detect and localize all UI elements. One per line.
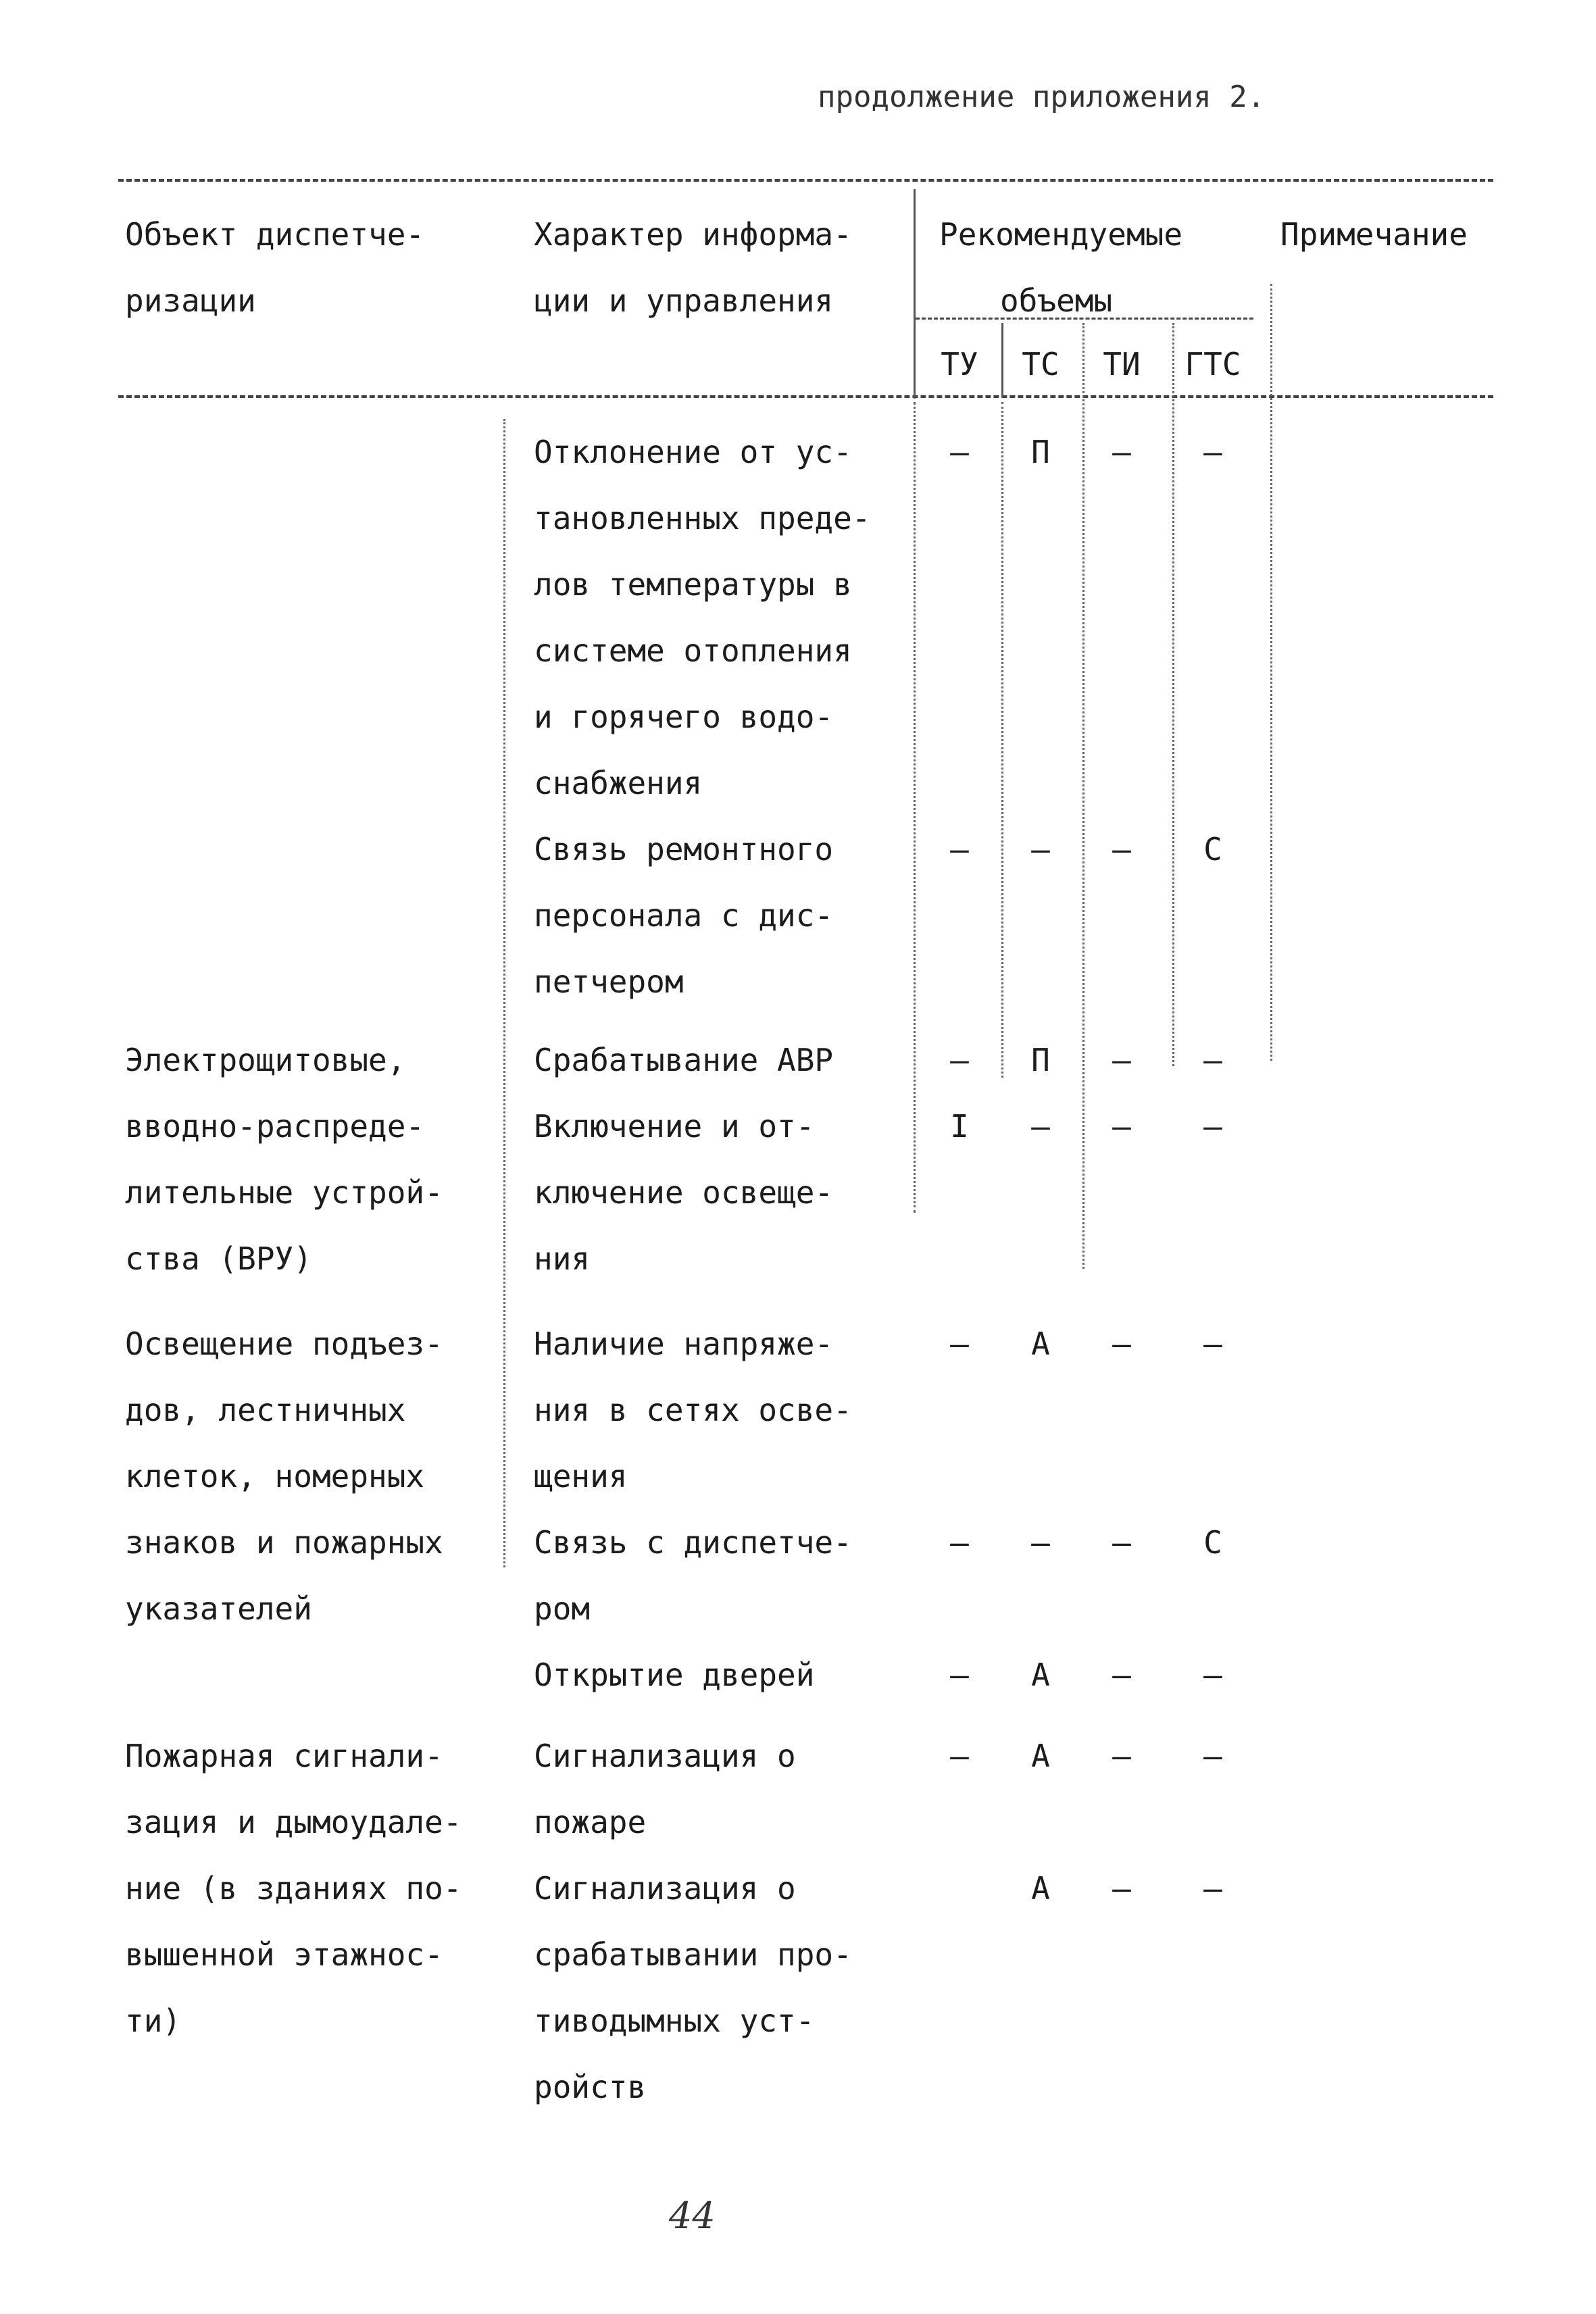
group-3-object-line-5: указателей: [125, 1590, 312, 1627]
row-1-text-line-1: Отклонение от ус-: [534, 434, 852, 470]
col-separator-gts: [1172, 323, 1174, 1066]
group-2-object-line-3: лительные устрой-: [125, 1174, 443, 1211]
group-3-object-line-3: клеток, номерных: [125, 1458, 425, 1494]
header-ti: ТИ: [1103, 346, 1141, 382]
row-9-text-line-1: Сигнализация о: [534, 1870, 796, 1907]
row-4-text-line-3: ния: [534, 1240, 591, 1277]
header-object-line-1: Объект диспетче-: [125, 216, 425, 253]
row-9-gts: —: [1203, 1870, 1222, 1907]
row-7-tu: –: [950, 1657, 969, 1693]
row-1-text-line-4: системе отопления: [534, 632, 852, 669]
row-1-tu: –: [950, 434, 969, 470]
header-bottom-rule: [118, 395, 1493, 398]
row-9-ts: А: [1031, 1870, 1050, 1907]
table-top-rule: [118, 179, 1493, 182]
row-1-ti: –: [1112, 434, 1131, 470]
row-1-gts: –: [1203, 434, 1222, 470]
row-6-tu: –: [950, 1524, 969, 1561]
row-7-gts: —: [1203, 1657, 1222, 1693]
row-4-gts: —: [1203, 1108, 1222, 1145]
col-separator-ts-header: [1001, 323, 1003, 397]
row-8-ti: –: [1112, 1738, 1131, 1774]
row-4-tu: I: [950, 1108, 969, 1145]
col-separator-recommended: [914, 402, 916, 1213]
row-5-text-line-3: щения: [534, 1458, 628, 1494]
row-2-text-line-3: петчером: [534, 963, 684, 1000]
row-1-text-line-2: тановленных преде-: [534, 500, 871, 536]
row-8-text-line-2: пожаре: [534, 1804, 647, 1840]
row-4-ts: –: [1031, 1108, 1050, 1145]
row-6-gts: С: [1203, 1524, 1222, 1561]
row-2-ts: –: [1031, 831, 1050, 867]
col-separator-ts: [1001, 402, 1003, 1078]
row-5-text-line-1: Наличие напряже-: [534, 1326, 834, 1362]
row-1-text-line-3: лов температуры в: [534, 566, 852, 603]
col-separator-note: [1270, 284, 1272, 1061]
header-recommended-line-1: Рекомендуемые: [939, 216, 1183, 253]
group-3-object-line-2: дов, лестничных: [125, 1392, 406, 1428]
row-8-gts: —: [1203, 1738, 1222, 1774]
header-gts: ГТС: [1184, 346, 1241, 382]
continuation-label: продолжение приложения 2.: [818, 80, 1266, 114]
group-4-object-line-5: ти): [125, 2003, 182, 2039]
header-tu: ТУ: [941, 346, 978, 382]
group-4-object-line-4: вышенной этажнос-: [125, 1936, 443, 1973]
row-4-text-line-2: ключение освеще-: [534, 1174, 834, 1211]
header-character-line-2: ции и управления: [534, 282, 834, 319]
header-recommended-line-2: объемы: [1000, 282, 1113, 319]
group-4-object-line-1: Пожарная сигнали-: [125, 1738, 443, 1774]
row-2-text-line-2: персонала с дис-: [534, 897, 834, 934]
row-8-ts: А: [1031, 1738, 1050, 1774]
row-3-tu: –: [950, 1042, 969, 1078]
row-2-ti: –: [1112, 831, 1131, 867]
row-6-text-line-2: ром: [534, 1590, 591, 1627]
row-5-text-line-2: ния в сетях осве-: [534, 1392, 852, 1428]
col-separator-object: [503, 419, 505, 1567]
row-1-ts: П: [1031, 434, 1050, 470]
row-9-text-line-4: ройств: [534, 2069, 647, 2105]
header-sub-rule: [916, 318, 1253, 320]
row-5-tu: –: [950, 1326, 969, 1362]
row-3-text-line-1: Срабатывание АВР: [534, 1042, 834, 1078]
row-2-tu: –: [950, 831, 969, 867]
row-8-text-line-1: Сигнализация о: [534, 1738, 796, 1774]
header-object-line-2: ризации: [125, 282, 256, 319]
row-6-text-line-1: Связь с диспетче-: [534, 1524, 852, 1561]
header-ts: ТС: [1022, 346, 1059, 382]
row-3-ti: –: [1112, 1042, 1131, 1078]
row-7-text-line-1: Открытие дверей: [534, 1657, 815, 1693]
row-5-gts: –: [1203, 1326, 1222, 1362]
row-3-gts: –: [1203, 1042, 1222, 1078]
row-9-text-line-2: срабатывании про-: [534, 1936, 852, 1973]
row-8-tu: –: [950, 1738, 969, 1774]
row-3-ts: П: [1031, 1042, 1050, 1078]
group-4-object-line-3: ние (в зданиях по-: [125, 1870, 462, 1907]
row-2-text-line-1: Связь ремонтного: [534, 831, 834, 867]
group-2-object-line-2: вводно-распреде-: [125, 1108, 425, 1145]
row-9-ti: –: [1112, 1870, 1131, 1907]
group-4-object-line-2: зация и дымоудале-: [125, 1804, 462, 1840]
header-character-line-1: Характер информа-: [534, 216, 852, 253]
group-3-object-line-4: знаков и пожарных: [125, 1524, 443, 1561]
row-5-ti: –: [1112, 1326, 1131, 1362]
row-1-text-line-6: снабжения: [534, 765, 703, 801]
row-7-ts: А: [1031, 1657, 1050, 1693]
group-3-object-line-1: Освещение подъез-: [125, 1326, 443, 1362]
header-note: Примечание: [1280, 216, 1468, 253]
row-4-ti: –: [1112, 1108, 1131, 1145]
row-1-text-line-5: и горячего водо-: [534, 699, 834, 735]
row-6-ts: –: [1031, 1524, 1050, 1561]
col-separator-recommended-header: [914, 189, 916, 399]
row-6-ti: –: [1112, 1524, 1131, 1561]
row-2-gts: С: [1203, 831, 1222, 867]
group-2-object-line-1: Электрощитовые,: [125, 1042, 406, 1078]
row-7-ti: –: [1112, 1657, 1131, 1693]
row-4-text-line-1: Включение и от-: [534, 1108, 815, 1145]
page-number: 44: [669, 2194, 716, 2237]
row-5-ts: А: [1031, 1326, 1050, 1362]
row-9-text-line-3: тиводымных уст-: [534, 2003, 815, 2039]
group-2-object-line-4: ства (ВРУ): [125, 1240, 312, 1277]
